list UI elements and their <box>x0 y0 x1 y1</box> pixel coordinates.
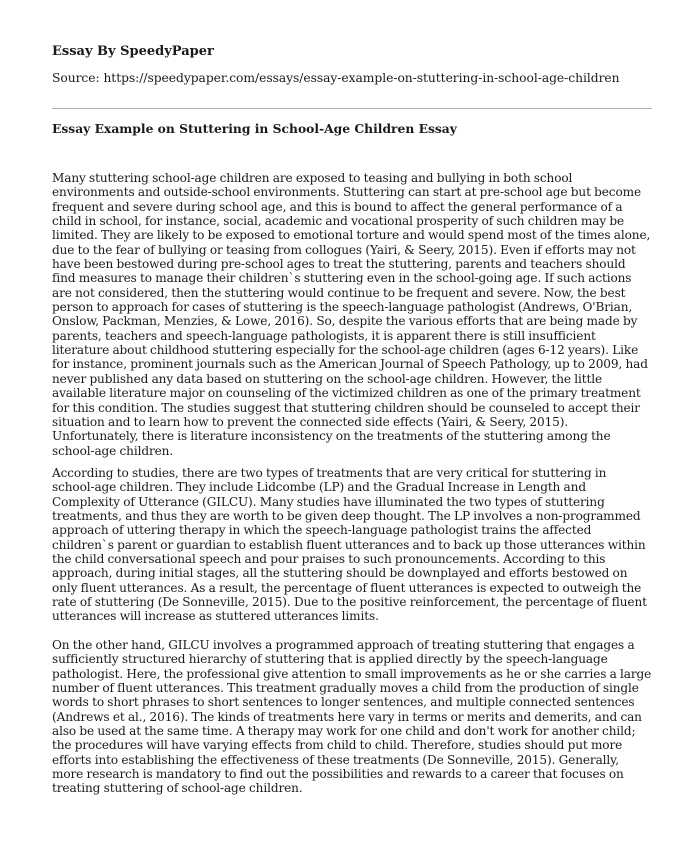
document-header-title: Essay By SpeedyPaper <box>52 44 214 59</box>
essay-paragraph-2: According to studies, there are two types of treatments that are very critical for stuttering in school-age children. They include Lidcombe (LP) and the Gradual Increase in Length and Complexity of Utterance (GILCU). Many studies have illuminated the two types of stuttering treatments, and thus they are worth to be given deep thought. The LP involves a non-programmed approach of uttering therapy in which the speech-language pathologist trains the affected children`s parent or guardian to establish fluent utterances and to back up those utterances within the child conversational speech and pour praises to such pronouncements. According to this approach, during initial stages, all the stuttering should be downplayed and efforts bestowed on only fluent utterances. As a result, the percentage of fluent utterances is expected to outweigh the rate of stuttering (De Sonneville, 2015). Due to the positive reinforcement, the percentage of fluent utterances will increase as stuttered utterances limits. <box>52 466 647 624</box>
source-line: Source: https://speedypaper.com/essays/essay-example-on-stuttering-in-school-age-children <box>52 71 620 85</box>
essay-paragraph-1: Many stuttering school-age children are exposed to teasing and bullying in both school environments and outside-school environments. Stuttering can start at pre-school age but become frequent and severe during school age, and this is bound to affect the general performance of a child in school, for instance, social, academic and vocational prosperity of such children may be limited. They are likely to be exposed to emotional torture and would spend most of the times alone, due to the fear of bullying or teasing from collogues (Yairi, & Seery, 2015). Even if efforts may not have been bestowed during pre-school ages to treat the stuttering, parents and teachers should find measures to manage their children`s stuttering even in the school-going age. If such actions are not considered, then the stuttering would continue to be frequent and severe. Now, the best person to approach for cases of stuttering is the speech-language pathologist (Andrews, O'Brian, Onslow, Packman, Menzies, & Lowe, 2016). So, despite the various efforts that are being made by parents, teachers and speech-language pathologists, it is apparent there is still insufficient literature about childhood stuttering especially for the school-age children (ages 6-12 years). Like for instance, prominent journals such as the American Journal of Speech Pathology, up to 2009, had never published any data based on stuttering on the school-age children. However, the little available literature major on counseling of the victimized children as one of the primary treatment for this condition. The studies suggest that stuttering children should be counseled to accept their situation and to learn how to prevent the connected side effects (Yairi, & Seery, 2015). Unfortunately, there is literature inconsistency on the treatments of the stuttering among the school-age children. <box>52 171 651 458</box>
header-divider <box>52 108 652 109</box>
essay-paragraph-3: On the other hand, GILCU involves a programmed approach of treating stuttering that engages a sufficiently structured hierarchy of stuttering that is applied directly by the speech-language pathologist. Here, the professional give attention to small improvements as he or she carries a large number of fluent utterances. This treatment gradually moves a child from the production of single words to short phrases to short sentences to longer sentences, and multiple connected sentences (Andrews et al., 2016). The kinds of treatments here vary in terms or merits and demerits, and can also be used at the same time. A therapy may work for one child and don't work for another child; the procedures will have varying effects from child to child. Therefore, studies should put more efforts into establishing the effectiveness of these treatments (De Sonneville, 2015). Generally, more research is mandatory to find out the possibilities and rewards to a career that focuses on treating stuttering of school-age children. <box>52 638 652 796</box>
essay-title: Essay Example on Stuttering in School-Age Children Essay <box>52 121 457 136</box>
